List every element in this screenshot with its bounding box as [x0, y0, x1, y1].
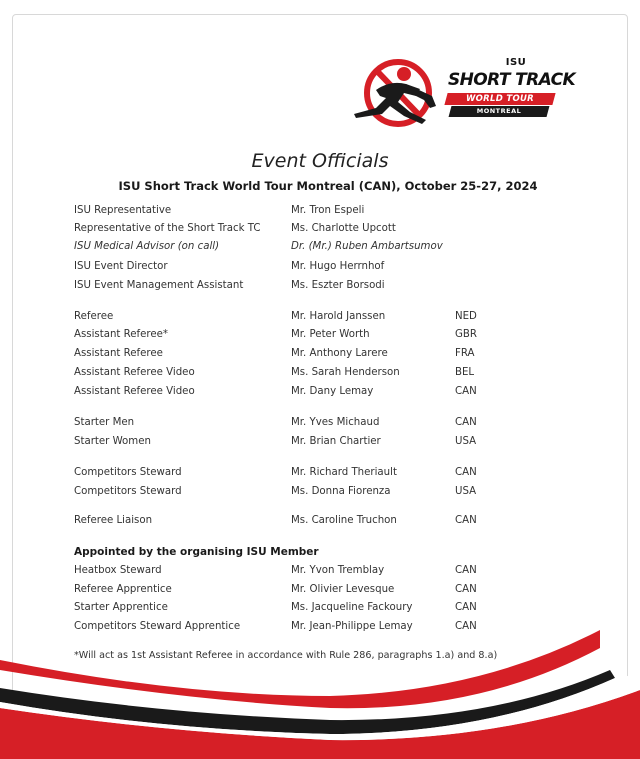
official-name: Mr. Tron Espeli: [291, 205, 365, 216]
official-role: ISU Event Management Assistant: [74, 280, 244, 291]
official-nation: GBR: [455, 329, 477, 340]
officials-row: [0, 348, 640, 364]
official-nation: USA: [455, 486, 477, 497]
official-role: Referee Liaison: [74, 515, 153, 526]
official-role: Assistant Referee Video: [74, 386, 195, 397]
official-name: Ms. Jacqueline Fackoury: [291, 602, 413, 613]
officials-row: [0, 584, 640, 600]
official-role: Referee Apprentice: [74, 584, 172, 595]
officials-row: [0, 280, 640, 296]
footnote: *Will act as 1st Assistant Referee in accordance with Rule 286, paragraphs 1.a) and 8.a): [74, 650, 498, 661]
officials-row: [0, 515, 640, 531]
officials-row: [0, 486, 640, 502]
officials-row: [0, 565, 640, 581]
official-role: ISU Representative: [74, 205, 172, 216]
officials-row: [0, 386, 640, 402]
official-nation: CAN: [455, 417, 477, 428]
official-role: Representative of the Short Track TC: [74, 223, 261, 234]
logo-city-text: MONTREAL: [476, 107, 522, 115]
official-name: Mr. Brian Chartier: [291, 436, 381, 447]
official-name: Mr. Jean-Philippe Lemay: [291, 621, 413, 632]
official-nation: CAN: [455, 602, 477, 613]
officials-row: [0, 367, 640, 383]
officials-row: [0, 205, 640, 221]
logo-short-track-text: SHORT TRACK: [448, 70, 576, 90]
official-name: Mr. Anthony Larere: [291, 348, 388, 359]
page-title: Event Officials: [251, 150, 389, 172]
officials-row: [0, 311, 640, 327]
official-name: Mr. Dany Lemay: [291, 386, 374, 397]
official-nation: BEL: [455, 367, 475, 378]
official-nation: USA: [455, 436, 477, 447]
official-role: Starter Apprentice: [74, 602, 168, 613]
official-name: Mr. Hugo Herrnhof: [291, 261, 385, 272]
official-name: Mr. Yvon Tremblay: [291, 565, 385, 576]
official-nation: CAN: [455, 515, 477, 526]
official-role: Assistant Referee Video: [74, 367, 195, 378]
official-nation: CAN: [455, 584, 477, 595]
official-role: ISU Medical Advisor (on call): [74, 241, 220, 252]
official-role: Assistant Referee*: [74, 329, 168, 340]
official-name: Ms. Charlotte Upcott: [291, 223, 396, 234]
official-role: ISU Event Director: [74, 261, 168, 272]
officials-row: [0, 436, 640, 452]
official-name: Mr. Harold Janssen: [291, 311, 386, 322]
official-name: Mr. Olivier Levesque: [291, 584, 395, 595]
isu-short-track-logo: [346, 56, 576, 130]
logo-isu-text: ISU: [505, 57, 527, 68]
official-name: Mr. Richard Theriault: [291, 467, 397, 478]
officials-row: [0, 241, 640, 257]
officials-row: [0, 467, 640, 483]
decorative-wave: [0, 630, 640, 759]
official-role: Assistant Referee: [74, 348, 163, 359]
official-nation: CAN: [455, 565, 477, 576]
official-name: Mr. Peter Worth: [291, 329, 370, 340]
official-role: Referee: [74, 311, 114, 322]
official-nation: NED: [455, 311, 477, 322]
officials-row: [0, 417, 640, 433]
officials-row: [0, 223, 640, 239]
official-name: Ms. Eszter Borsodi: [291, 280, 385, 291]
official-name: Ms. Caroline Truchon: [291, 515, 397, 526]
official-role: Competitors Steward: [74, 467, 182, 478]
official-nation: CAN: [455, 386, 477, 397]
officials-row: [0, 602, 640, 618]
official-name: Dr. (Mr.) Ruben Ambartsumov: [291, 241, 443, 252]
official-role: Starter Men: [74, 417, 135, 428]
officials-row: [0, 329, 640, 345]
official-role: Heatbox Steward: [74, 565, 162, 576]
official-name: Ms. Sarah Henderson: [291, 367, 400, 378]
officials-row: [0, 261, 640, 277]
official-name: Ms. Donna Fiorenza: [291, 486, 391, 497]
official-role: Competitors Steward: [74, 486, 182, 497]
official-name: Mr. Yves Michaud: [291, 417, 380, 428]
official-nation: CAN: [455, 621, 477, 632]
organising-section-heading: Appointed by the organising ISU Member: [74, 546, 319, 558]
official-nation: FRA: [455, 348, 475, 359]
event-subtitle: ISU Short Track World Tour Montreal (CAN), October 25-27, 2024: [118, 179, 538, 193]
logo-world-tour-text: WORLD TOUR: [465, 94, 535, 104]
official-role: Competitors Steward Apprentice: [74, 621, 241, 632]
official-role: Starter Women: [74, 436, 151, 447]
official-nation: CAN: [455, 467, 477, 478]
